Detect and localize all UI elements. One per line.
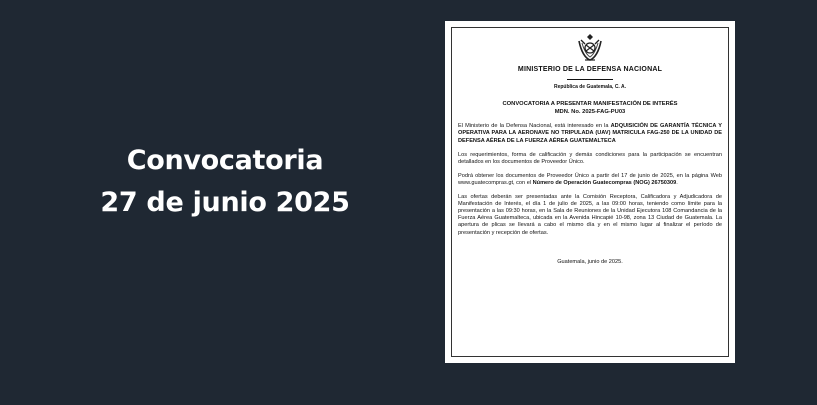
document-body	[458, 31, 722, 266]
divider	[567, 79, 613, 80]
call-title: CONVOCATORIA A PRESENTAR MANIFESTACIÓN DE INTERÉS	[502, 101, 678, 108]
ministry-name: MINISTERIO DE LA DEFENSA NACIONAL	[517, 66, 663, 73]
paragraph-intro	[458, 123, 722, 144]
coat-of-arms-icon	[575, 31, 605, 63]
headline-title: Convocatoria	[126, 145, 324, 176]
call-reference: MDN. No. 2025-FAG-PU03	[554, 109, 626, 116]
paragraph-documents-end: .	[676, 179, 678, 186]
paragraph-intro-text: El Ministerio de la Defensa Nacional, está interesado en la	[458, 123, 611, 130]
paragraph-intro-subject: ADQUISICIÓN DE GARANTÍA TÉCNICA Y OPERATIVA PARA LA AERONAVE NO TRIPULADA (UAV) MATRICULA FAG-250 DE LA UNIDAD DE DEFENSA AÉREA DE LA FUERZA AÉREA GUATEMALTECA	[458, 123, 722, 144]
republic-line: República de Guatemala, C. A.	[553, 84, 627, 91]
paragraph-requirements: Los requerimientos, forma de calificación y demás condiciones para la participación se encuentran detallados en los documentos de Proveedor Único.	[458, 151, 722, 165]
headline	[60, 140, 390, 224]
paragraph-offers: Las ofertas deberán ser presentadas ante la Comisión Receptora, Calificadora y Adjudicadora de Manifestación de Interés, el día 1 de julio de 2025, a las 09:00 horas, teniendo como límite para la presentación a las 09:30 horas, en la Sala de Reuniones de la Unidad Ejecutora 108 Comandancia de la Fuerza Aérea Guatemalteca, ubicada en la Avenida Hincapié 10-98, zona 13 Ciudad de Guatemala. La apertura de plicas se llevará a cabo el mismo día y en el mismo lugar al finalizar el período de presentación y recepción de ofertas.	[458, 194, 722, 236]
paragraph-documents	[458, 173, 722, 187]
closing-line: Guatemala, junio de 2025.	[557, 258, 623, 265]
headline-date: 27 de junio 2025	[100, 187, 350, 218]
announcement-document	[445, 21, 735, 363]
nog-number: Número de Operación Guatecompras (NOG) 26750309	[532, 179, 677, 186]
paragraph-documents-text: Podrá obtener los documentos de Proveedor Único a partir del 17 de junio de 2025, en la página Web www.guatecompras.gt, con el	[458, 172, 722, 186]
